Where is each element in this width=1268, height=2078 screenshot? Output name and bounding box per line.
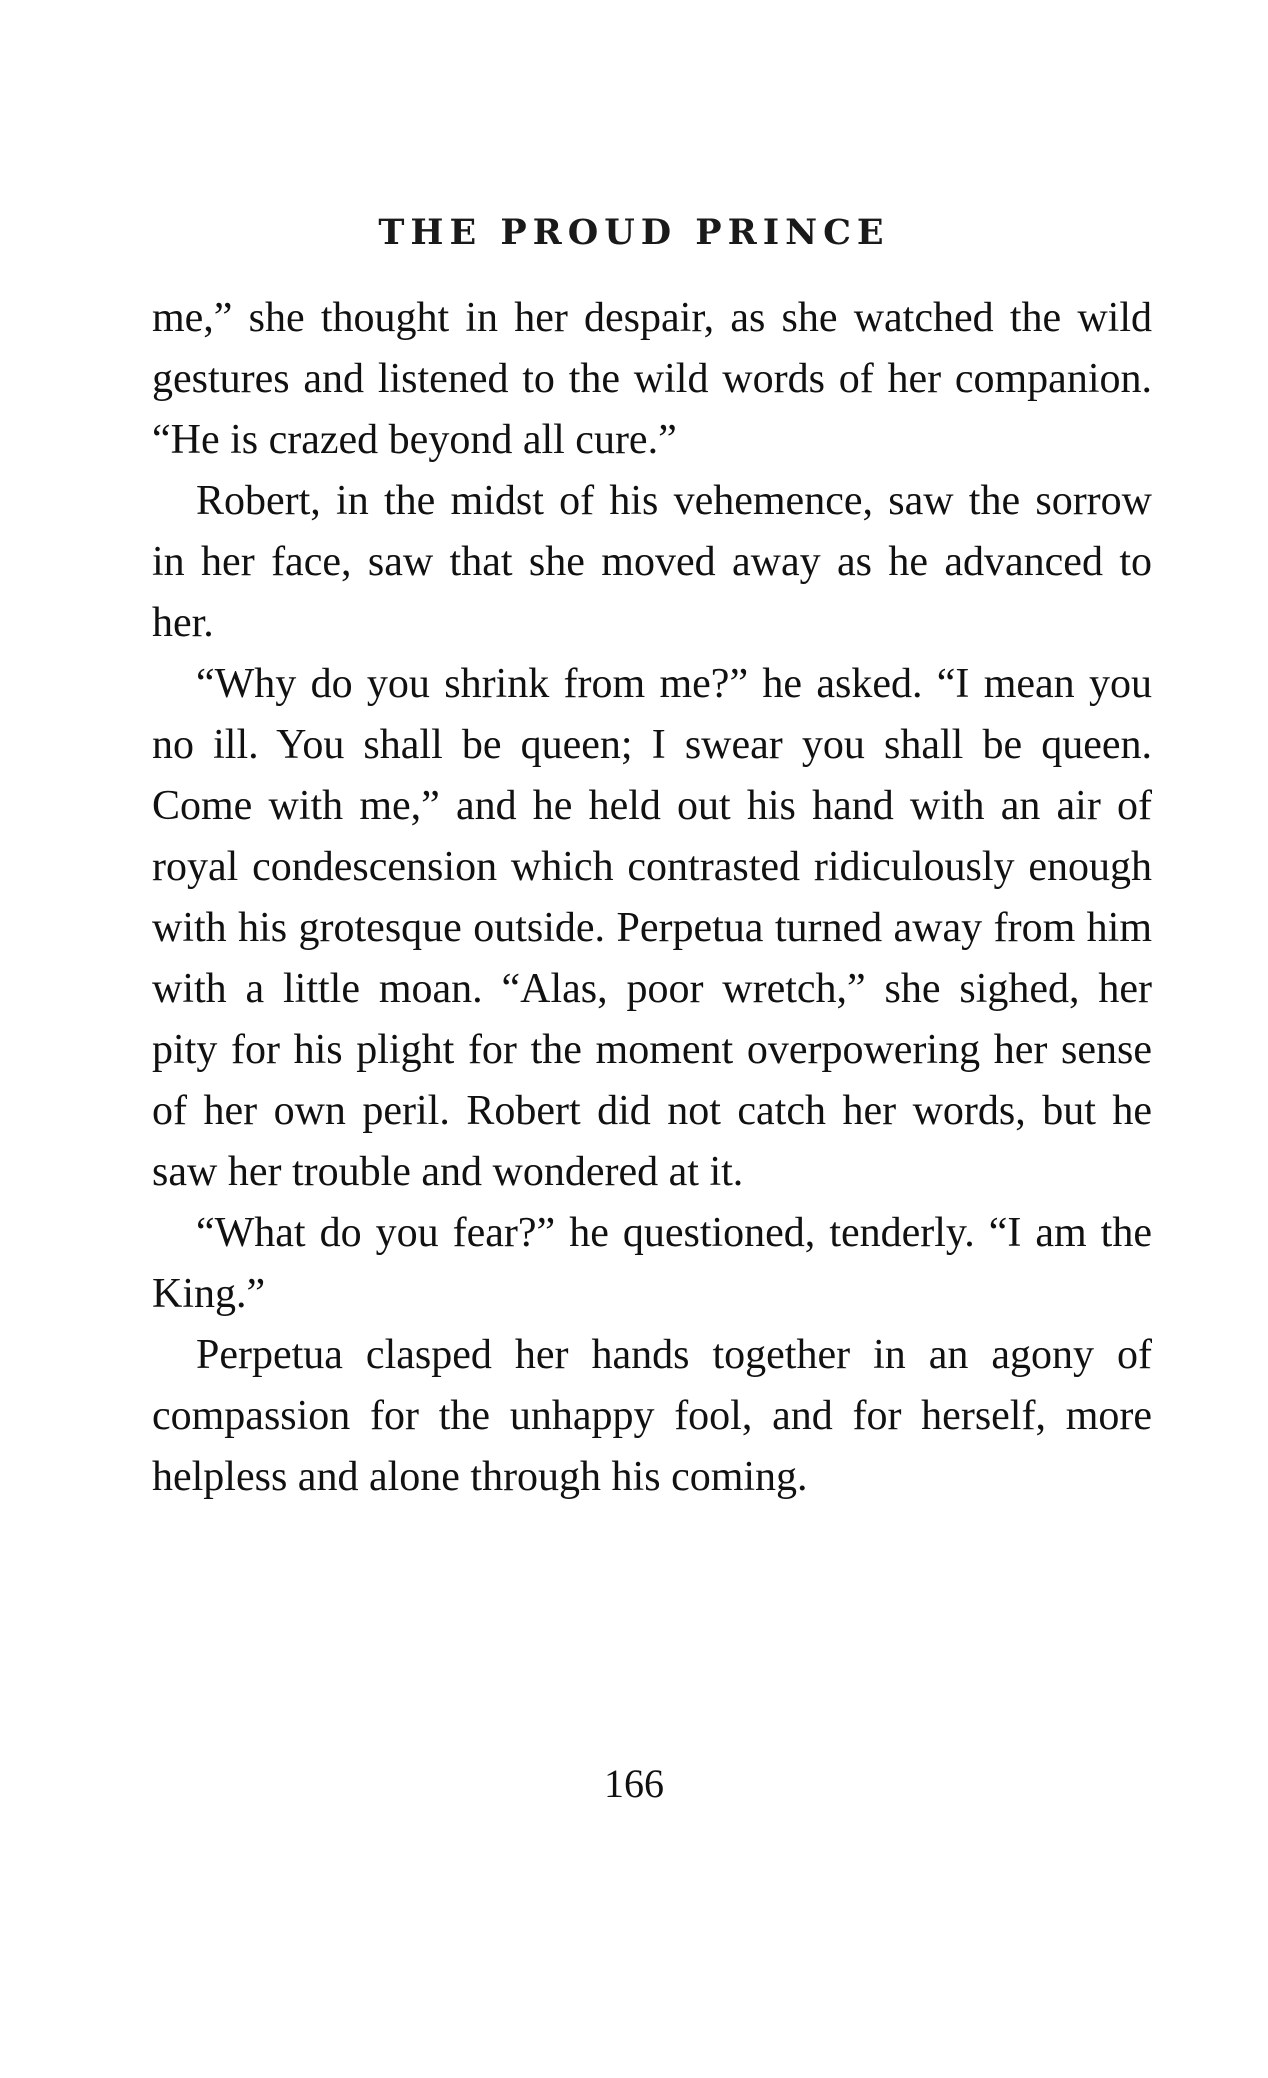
paragraph: “What do you fear?” he questioned, tenderly. “I am the King.” [152,1210,1152,1317]
page-number: 166 [604,1761,664,1806]
paragraph: Robert, in the midst of his vehemence, saw the sorrow in her face, saw that she moved away as he advanced to her. [152,478,1152,646]
paragraph: Perpetua clasped her hands together in an agony of compassion for the unhappy fool, and for herself, more helpless and alone through his coming. [152,1332,1152,1500]
running-head: THE PROUD PRINCE [378,212,890,253]
paragraph-continuation: me,” she thought in her despair, as she watched the wild gestures and listened to the wild words of her companion. “He is crazed beyond all cure.” [152,295,1152,463]
paragraph: “Why do you shrink from me?” he asked. “I mean you no ill. You shall be queen; I swear you shall be queen. Come with me,” and he held out his hand with an air of royal condescension which contrasted ridiculously enough with his grotesque outside. Perpetua turned away from him with a little moan. “Alas, poor wretch,” she sighed, her pity for his plight for the moment overpowering her sense of her own peril. Robert did not catch her words, but he saw her trouble and wondered at it. [152,661,1152,1195]
body-text [152,288,1152,1508]
